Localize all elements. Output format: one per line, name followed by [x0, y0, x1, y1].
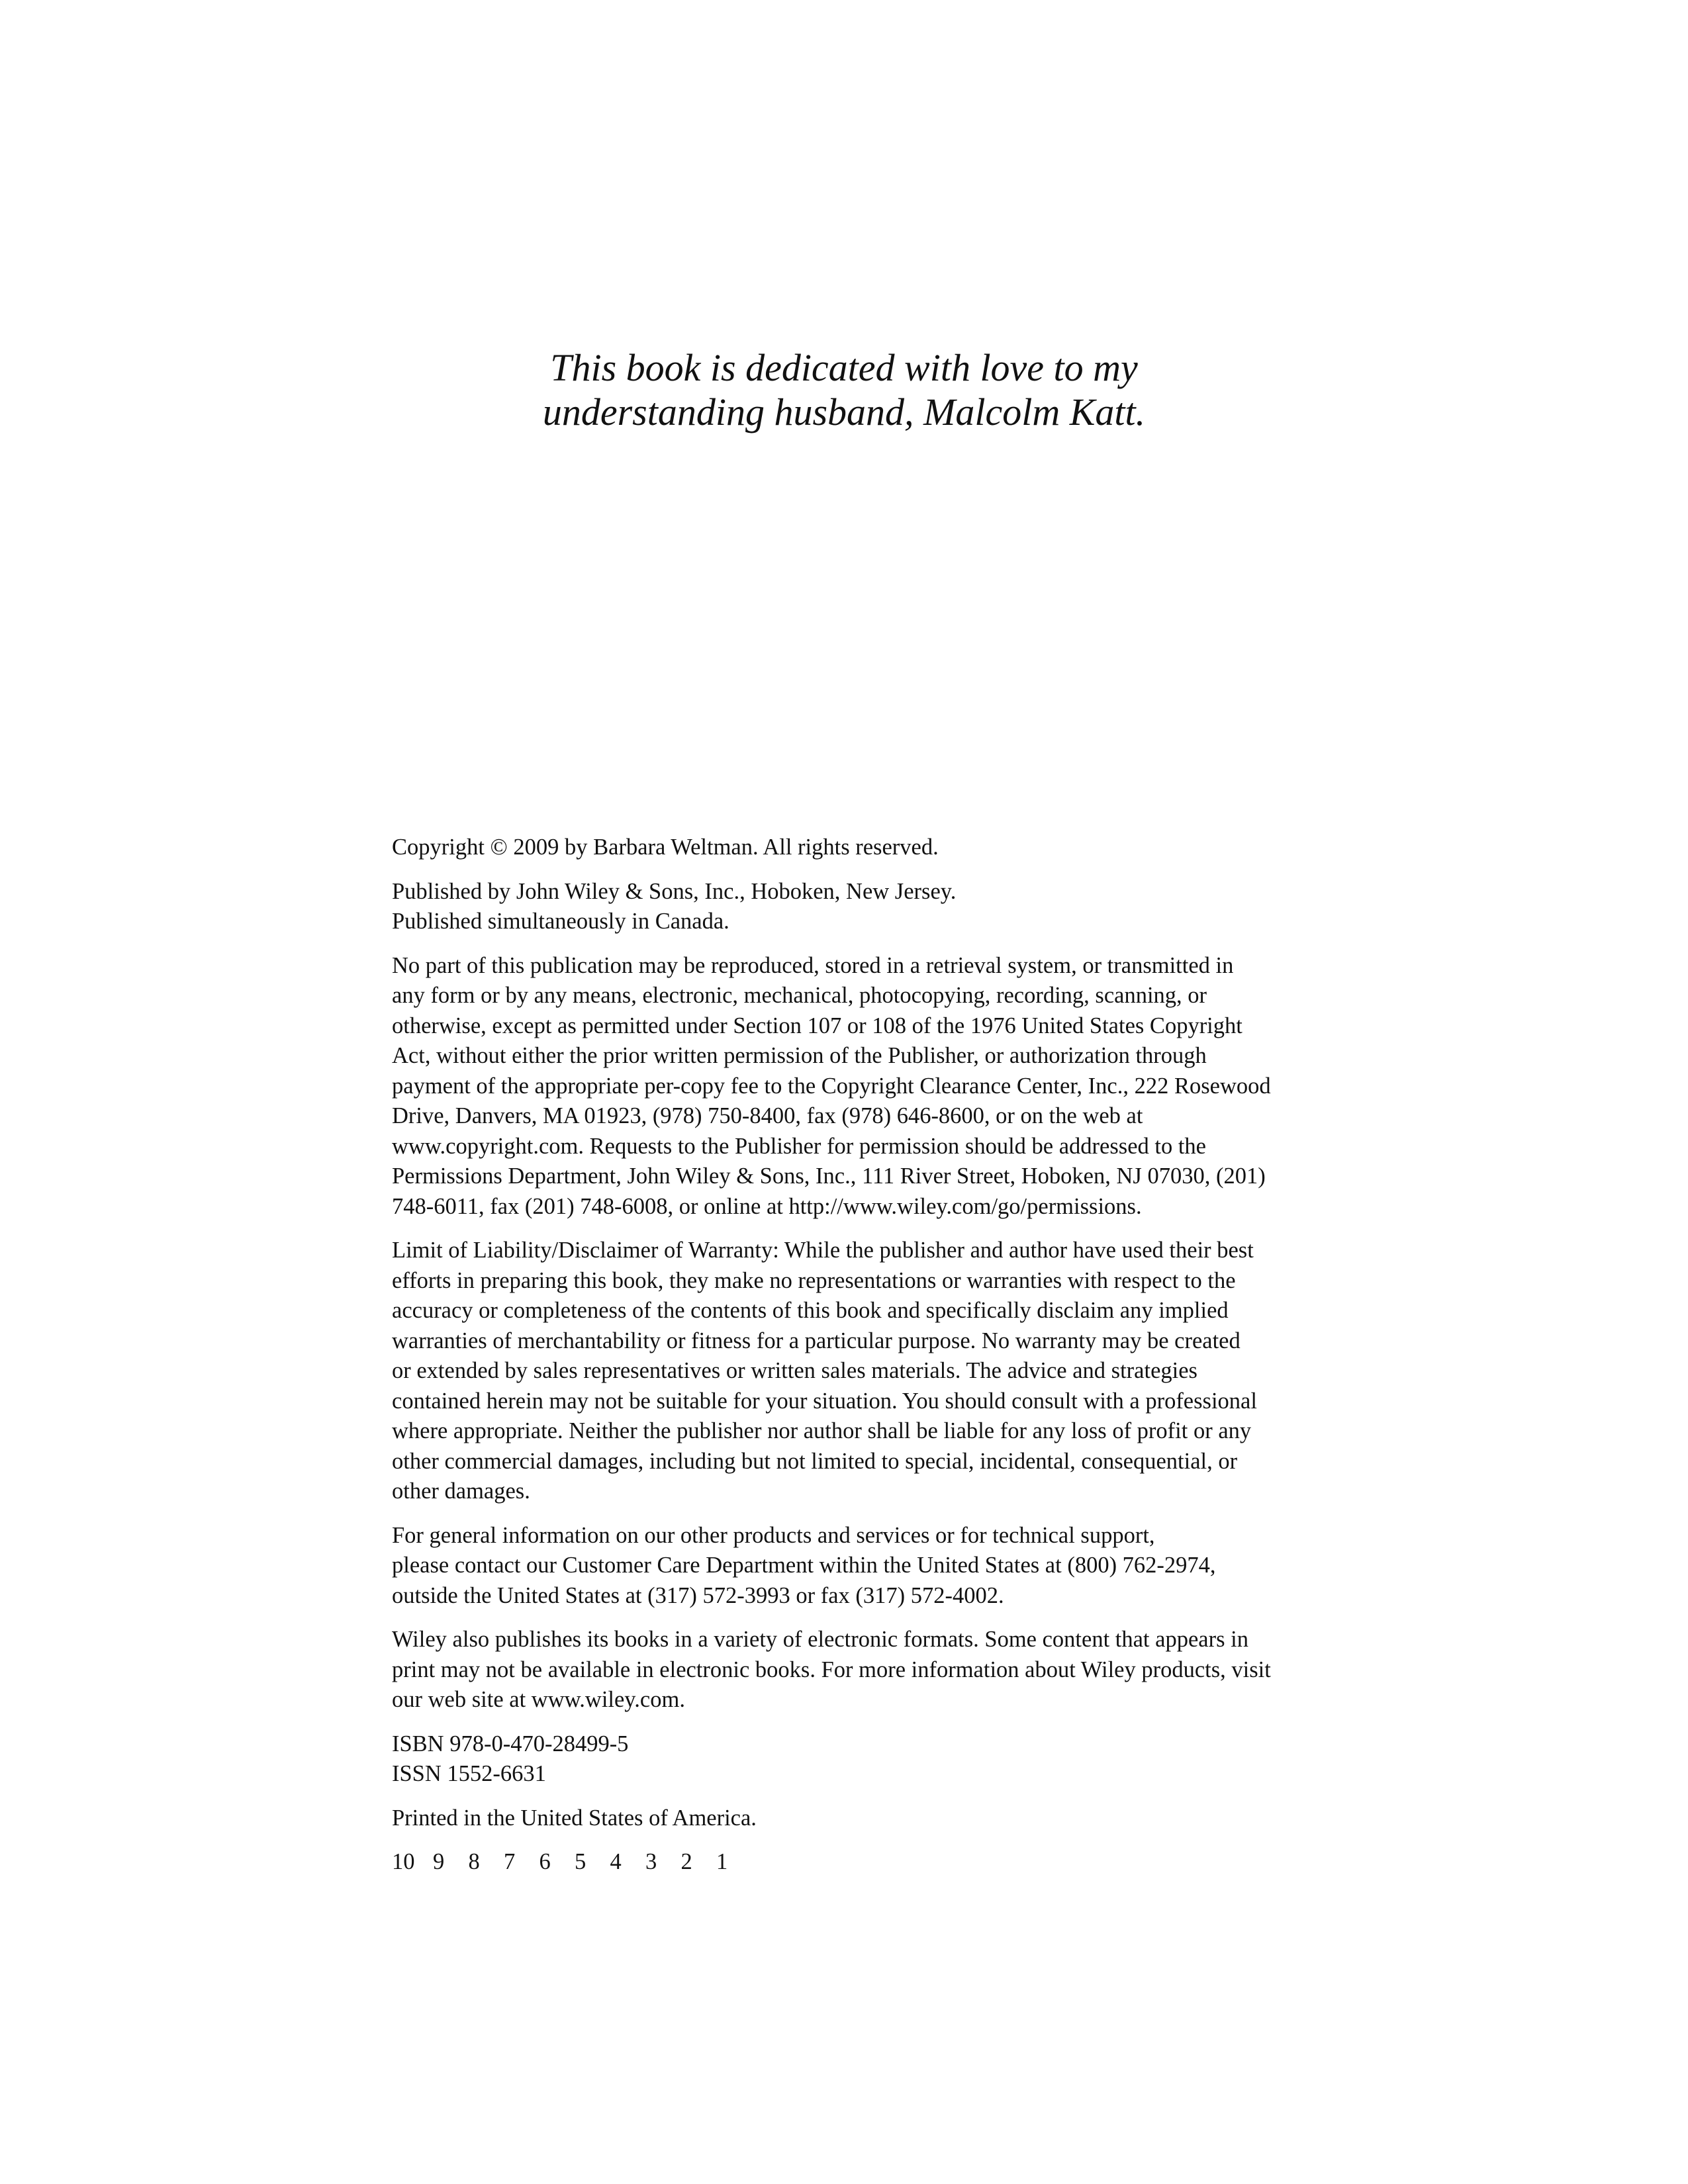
printing-number: 6 — [539, 1849, 551, 1874]
printed-location: Printed in the United States of America. — [392, 1805, 757, 1831]
text-line: payment of the appropriate per-copy fee to the Copyright Clearance Center, Inc., 222 Rosewood — [392, 1073, 1271, 1099]
text-line: Wiley also publishes its books in a variety of electronic formats. Some content that appears in — [392, 1627, 1248, 1652]
text-line: Drive, Danvers, MA 01923, (978) 750-8400, fax (978) 646-8600, or on the web at — [392, 1103, 1143, 1128]
printing-number: 1 — [716, 1849, 728, 1874]
publisher-statement — [392, 877, 1319, 937]
dedication-line-2: understanding husband, Malcolm Katt. — [542, 390, 1146, 433]
printing-number: 9 — [433, 1849, 445, 1874]
text-line: other commercial damages, including but not limited to special, incidental, consequential, or — [392, 1448, 1238, 1474]
text-line: print may not be available in electronic books. For more information about Wiley products, visit — [392, 1657, 1271, 1682]
text-line: other damages. — [392, 1479, 530, 1504]
issn: ISSN 1552-6631 — [392, 1761, 546, 1786]
electronic-formats-info — [392, 1625, 1319, 1715]
text-line: www.copyright.com. Requests to the Publisher for permission should be addressed to the — [392, 1133, 1206, 1159]
publisher-line: Published by John Wiley & Sons, Inc., Hoboken, New Jersey. — [392, 878, 957, 904]
text-line: Act, without either the prior written permission of the Publisher, or authorization through — [392, 1043, 1207, 1068]
text-line: contained herein may not be suitable for your situation. You should consult with a professional — [392, 1388, 1257, 1414]
text-line: where appropriate. Neither the publisher nor author shall be liable for any loss of profit or any — [392, 1418, 1252, 1443]
copyright-notice: Copyright © 2009 by Barbara Weltman. All rights reserved. — [392, 835, 939, 860]
printing-number: 5 — [575, 1849, 586, 1874]
publisher-line: Published simultaneously in Canada. — [392, 909, 729, 934]
reproduction-notice — [392, 951, 1319, 1222]
text-line: For general information on our other products and services or for technical support, — [392, 1522, 1155, 1548]
dedication-line-1: This book is dedicated with love to my — [550, 346, 1138, 389]
printing-number: 8 — [468, 1849, 480, 1874]
text-line: outside the United States at (317) 572-3993 or fax (317) 572-4002. — [392, 1582, 1004, 1608]
text-line: efforts in preparing this book, they make no representations or warranties with respect to the — [392, 1267, 1236, 1293]
text-line: our web site at www.wiley.com. — [392, 1687, 685, 1712]
printing-number: 10 — [392, 1849, 415, 1874]
text-line: No part of this publication may be reproduced, stored in a retrieval system, or transmitted in — [392, 952, 1234, 978]
printing-number: 4 — [610, 1849, 622, 1874]
text-line: accuracy or completeness of the contents of this book and specifically disclaim any implied — [392, 1298, 1229, 1323]
text-line: or extended by sales representatives or written sales materials. The advice and strategies — [392, 1358, 1197, 1383]
printing-number: 3 — [645, 1849, 657, 1874]
text-line: any form or by any means, electronic, mechanical, photocopying, recording, scanning, or — [392, 983, 1207, 1008]
text-line: please contact our Customer Care Department within the United States at (800) 762-2974, — [392, 1553, 1216, 1578]
copyright-page — [392, 833, 1319, 1891]
printing-number: 2 — [680, 1849, 692, 1874]
book-identifiers — [392, 1729, 1319, 1790]
printing-line — [392, 1847, 1319, 1878]
text-line: otherwise, except as permitted under Section 107 or 108 of the 1976 United States Copyright — [392, 1013, 1243, 1038]
text-line: Permissions Department, John Wiley & Sons, Inc., 111 River Street, Hoboken, NJ 07030, (201) — [392, 1163, 1266, 1189]
text-line: Limit of Liability/Disclaimer of Warranty: While the publisher and author have used their best — [392, 1238, 1254, 1263]
text-line: warranties of merchantability or fitness for a particular purpose. No warranty may be created — [392, 1328, 1241, 1353]
customer-support-info — [392, 1521, 1319, 1612]
printing-number: 7 — [504, 1849, 516, 1874]
dedication — [0, 345, 1688, 434]
liability-disclaimer — [392, 1236, 1319, 1507]
text-line: 748-6011, fax (201) 748-6008, or online at http://www.wiley.com/go/permissions. — [392, 1193, 1142, 1219]
isbn: ISBN 978-0-470-28499-5 — [392, 1731, 629, 1756]
